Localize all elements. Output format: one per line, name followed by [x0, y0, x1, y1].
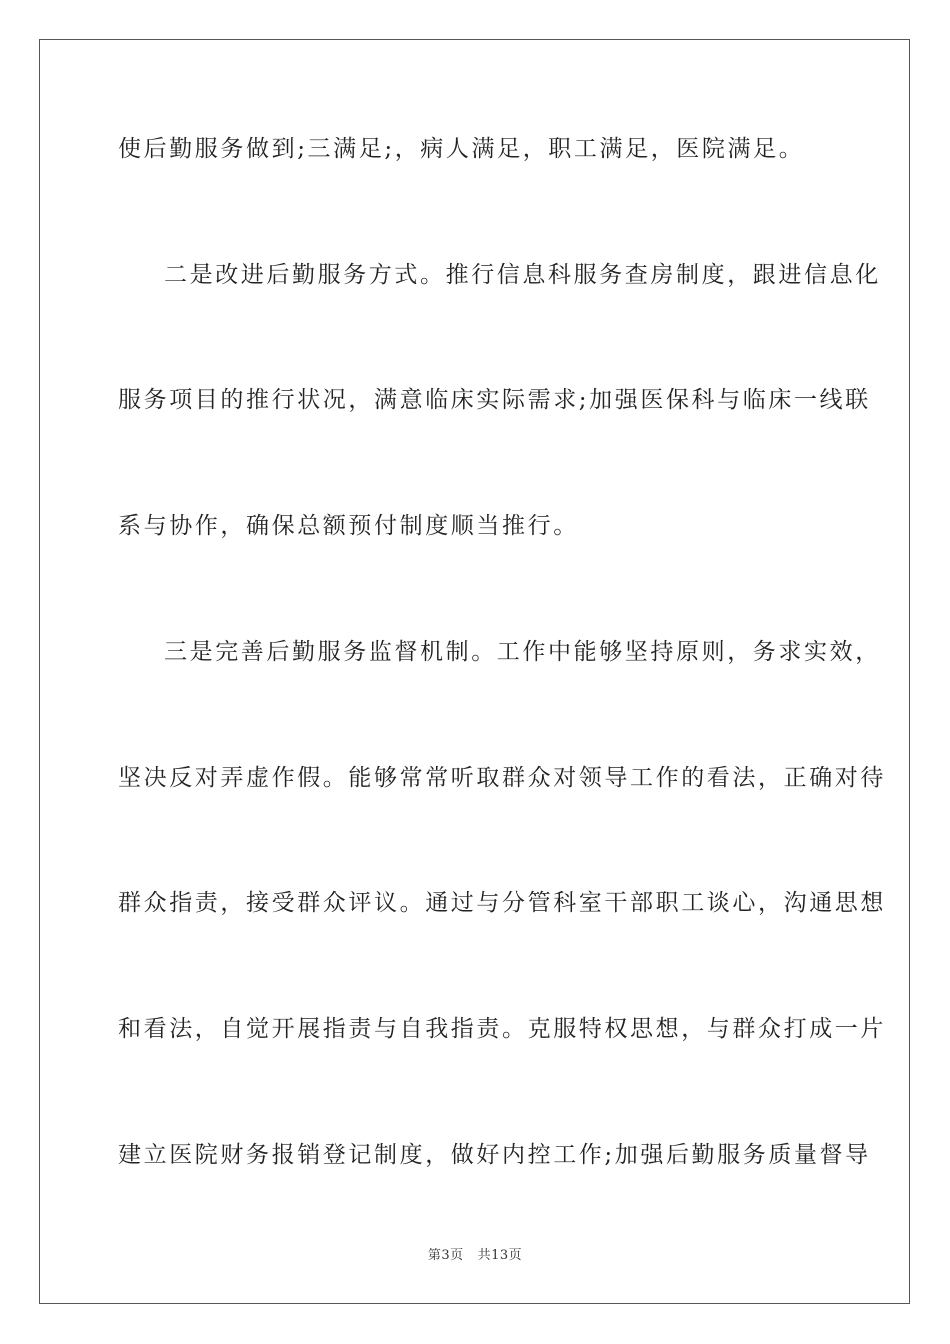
- text-line-4: 系与协作，确保总额预付制度顺当推行。: [118, 513, 579, 539]
- page-number: 第3页: [427, 1248, 464, 1263]
- text-line-6: 坚决反对弄虚作假。能够常常听取群众对领导工作的看法，正确对待: [118, 765, 886, 791]
- text-line-1: 使后勤服务做到;三满足;，病人满足，职工满足，医院满足。: [118, 136, 805, 162]
- text-line-7: 群众指责，接受群众评议。通过与分管科室干部职工谈心，沟通思想: [118, 890, 886, 916]
- text-line-9: 建立医院财务报销登记制度，做好内控工作;加强后勤服务质量督导: [118, 1142, 871, 1168]
- text-line-3: 服务项目的推行状况，满意临床实际需求;加强医保科与临床一线联: [118, 387, 871, 413]
- page-footer: [0, 1247, 950, 1265]
- page-total: 共13页: [477, 1248, 523, 1263]
- page-frame: [39, 39, 910, 1304]
- text-line-2: 二是改进后勤服务方式。推行信息科服务查房制度，跟进信息化: [164, 262, 881, 288]
- text-line-5: 三是完善后勤服务监督机制。工作中能够坚持原则，务求实效，: [164, 639, 881, 665]
- text-line-8: 和看法，自觉开展指责与自我指责。克服特权思想，与群众打成一片: [118, 1016, 886, 1042]
